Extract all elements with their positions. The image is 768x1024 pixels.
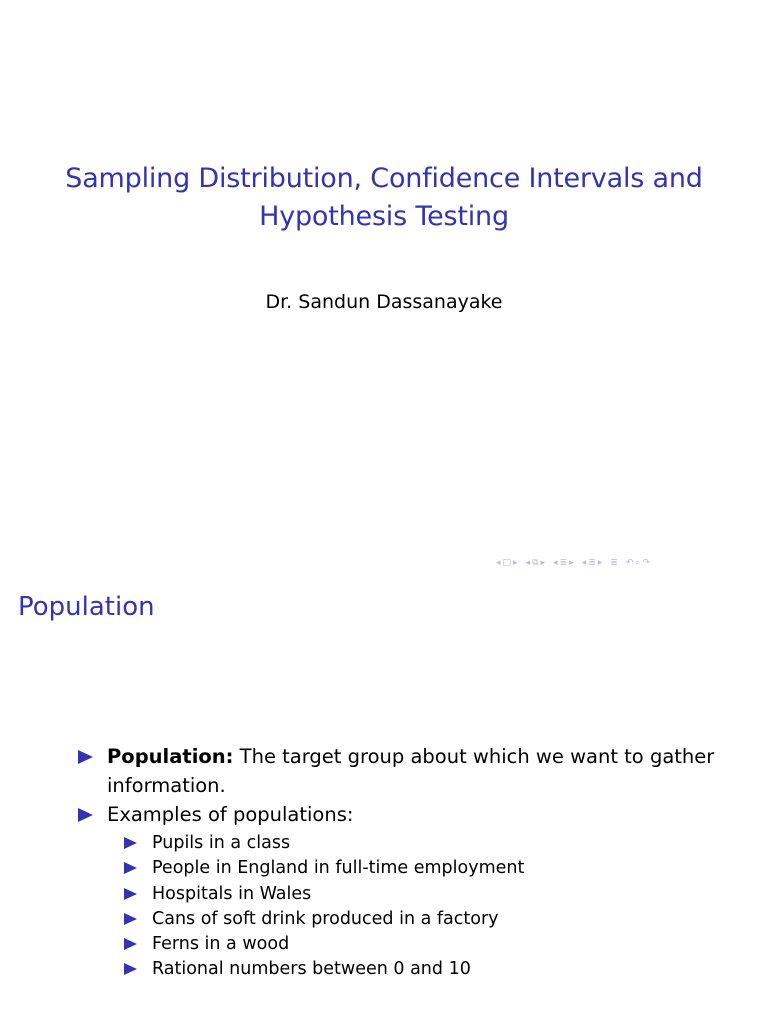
subsection-prev-icon[interactable]: ◂ [525, 557, 531, 568]
population-definition: The target group about which we want to gather information. [107, 745, 715, 797]
search-icon[interactable]: ⌕ [635, 557, 641, 568]
title-line-1: Sampling Distribution, Confidence Intervals and [65, 163, 703, 194]
history-nav [626, 559, 650, 568]
document-nav [582, 559, 603, 568]
list-item [124, 907, 738, 932]
example-text: Pupils in a class [152, 833, 291, 853]
subsection-nav [526, 559, 546, 568]
example-text: Cans of soft drink produced in a factory [152, 908, 499, 929]
author-name: Dr. Sandun Dassanayake [265, 291, 503, 313]
triangle-bullet-icon [124, 963, 137, 975]
subsection-next-icon[interactable]: ▸ [540, 557, 546, 568]
section-next-icon[interactable]: ▸ [569, 557, 574, 568]
section-nav [553, 559, 574, 568]
triangle-bullet-icon [124, 862, 137, 874]
example-text: Ferns in a wood [152, 934, 290, 955]
list-item [124, 882, 738, 907]
population-slide [0, 576, 768, 1024]
list-item [124, 831, 738, 856]
frame-nav [496, 559, 518, 568]
triangle-bullet-icon [78, 750, 93, 764]
beamer-navigation-bar [496, 554, 650, 572]
triangle-bullet-icon [124, 938, 137, 950]
list-item [124, 856, 738, 881]
list-item [124, 932, 738, 957]
undo-icon[interactable]: ↶ [625, 557, 634, 568]
presentation-title [0, 160, 768, 236]
examples-heading: Examples of populations: [107, 803, 354, 826]
example-text: Hospitals in Wales [152, 883, 312, 904]
example-text: Rational numbers between 0 and 10 [152, 959, 471, 980]
list-item [78, 742, 738, 800]
frame-prev-icon[interactable]: ◂ [496, 557, 501, 568]
bullet-list [78, 742, 738, 983]
triangle-bullet-icon [78, 808, 93, 822]
frame-title: Population [18, 592, 155, 622]
document-prev-icon[interactable]: ◂ [581, 557, 587, 568]
list-item [124, 957, 738, 982]
document-next-icon[interactable]: ▸ [597, 557, 603, 568]
examples-list [124, 831, 738, 983]
population-term: Population: [107, 745, 234, 768]
frame-icon[interactable]: □ [502, 557, 512, 568]
example-text: People in England in full-time employment [152, 858, 525, 879]
section-prev-icon[interactable]: ◂ [553, 557, 558, 568]
document-icon[interactable]: ≣ [588, 557, 596, 568]
list-item [78, 800, 738, 983]
triangle-bullet-icon [124, 888, 137, 900]
appendix-icon[interactable]: ≣ [610, 557, 618, 568]
redo-icon[interactable]: ↷ [642, 557, 650, 568]
triangle-bullet-icon [124, 837, 137, 849]
frame-next-icon[interactable]: ▸ [513, 557, 518, 568]
appendix-nav [610, 559, 618, 568]
triangle-bullet-icon [124, 913, 137, 925]
subsection-icon[interactable]: ⧉ [532, 557, 539, 568]
title-line-2: Hypothesis Testing [259, 201, 509, 232]
section-icon[interactable]: ≣ [559, 557, 568, 568]
